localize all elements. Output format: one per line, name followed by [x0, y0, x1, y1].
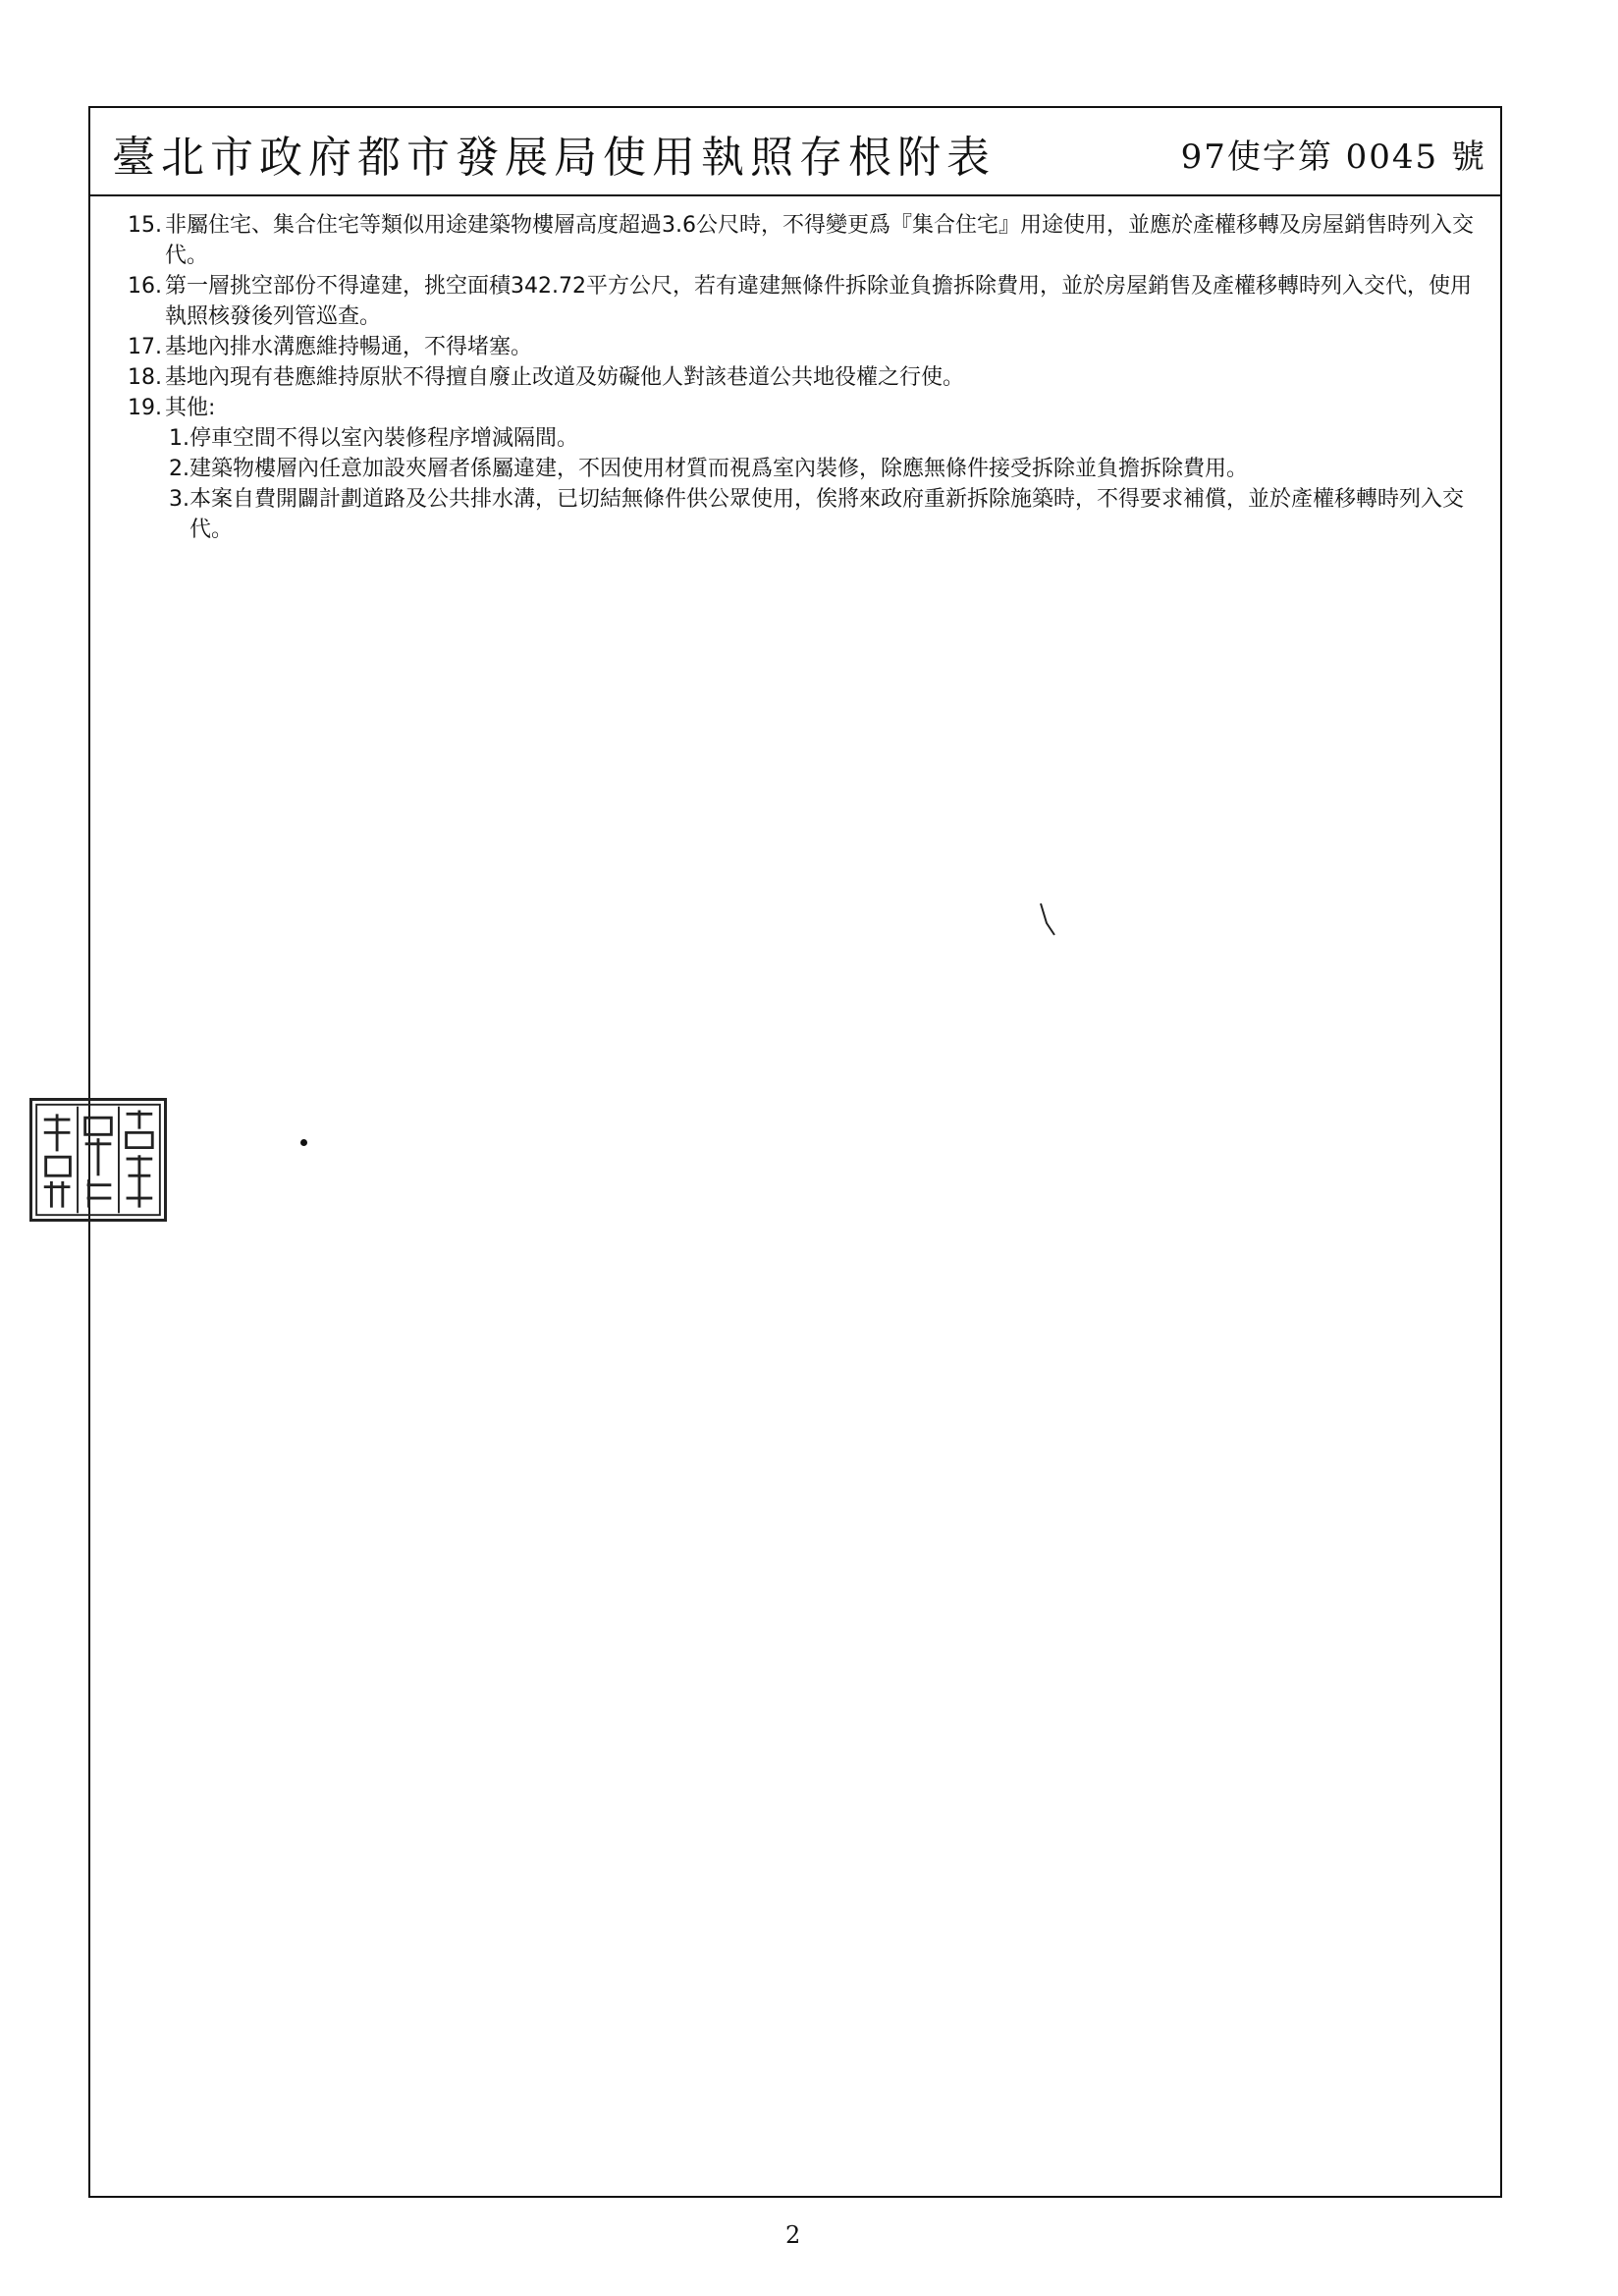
condition-text: 非屬住宅、集合住宅等類似用途建築物樓層高度超過3.6公尺時，不得變更爲『集合住宅』用途使用，並應於產權移轉及房屋銷售時列入交代。: [165, 213, 1474, 268]
document-title: 臺北市政府都市發展局使用執照存根附表: [112, 133, 996, 183]
condition-number: 16.: [128, 274, 162, 299]
condition-text: 第一層挑空部份不得違建，挑空面積342.72平方公尺，若有違建無條件拆除並負擔拆除費用，並於房屋銷售及產權移轉時列入交代，使用執照核發後列管巡查。: [165, 274, 1472, 329]
condition-number: 19.: [128, 396, 162, 420]
sub-item-1: [128, 423, 1490, 454]
condition-text: 基地內現有巷應維持原狀不得擅自廢止改道及妨礙他人對該巷道公共地役權之行使。: [165, 365, 965, 390]
official-seal: [29, 1098, 167, 1222]
condition-item-19: [128, 393, 1490, 423]
document-frame: [88, 106, 1502, 2198]
condition-text: 基地內排水溝應維持暢通，不得堵塞。: [165, 335, 533, 359]
sub-item-text: 本案自費開闢計劃道路及公共排水溝，已切結無條件供公眾使用，俟將來政府重新拆除施築時，不得要求補償，並於產權移轉時列入交代。: [189, 487, 1465, 542]
permit-number: 97使字第 0045 號: [1180, 137, 1486, 177]
sub-item-number: 2.: [169, 457, 189, 481]
condition-item-15: [128, 210, 1490, 271]
sub-item-3: [128, 484, 1490, 545]
sub-item-number: 3.: [169, 487, 189, 512]
seal-graphic: [32, 1101, 164, 1219]
sub-item-2: [128, 454, 1490, 484]
sub-item-text: 停車空間不得以室內裝修程序增減隔間。: [189, 426, 579, 451]
pen-mark: [1039, 902, 1058, 941]
condition-text: 其他:: [165, 396, 216, 420]
sub-item-text: 建築物樓層內任意加設夾層者係屬違建，不因使用材質而視爲室內裝修，除應無條件接受拆除並負擔拆除費用。: [189, 457, 1249, 481]
condition-item-17: [128, 332, 1490, 362]
page-number: 2: [785, 2221, 801, 2249]
scan-speck: [300, 1139, 307, 1146]
condition-number: 18.: [128, 365, 162, 390]
sub-item-number: 1.: [169, 426, 189, 451]
condition-number: 15.: [128, 213, 162, 238]
condition-number: 17.: [128, 335, 162, 359]
condition-item-18: [128, 362, 1490, 393]
conditions-list: [128, 210, 1490, 545]
condition-item-16: [128, 271, 1490, 332]
document-header: [90, 108, 1500, 196]
